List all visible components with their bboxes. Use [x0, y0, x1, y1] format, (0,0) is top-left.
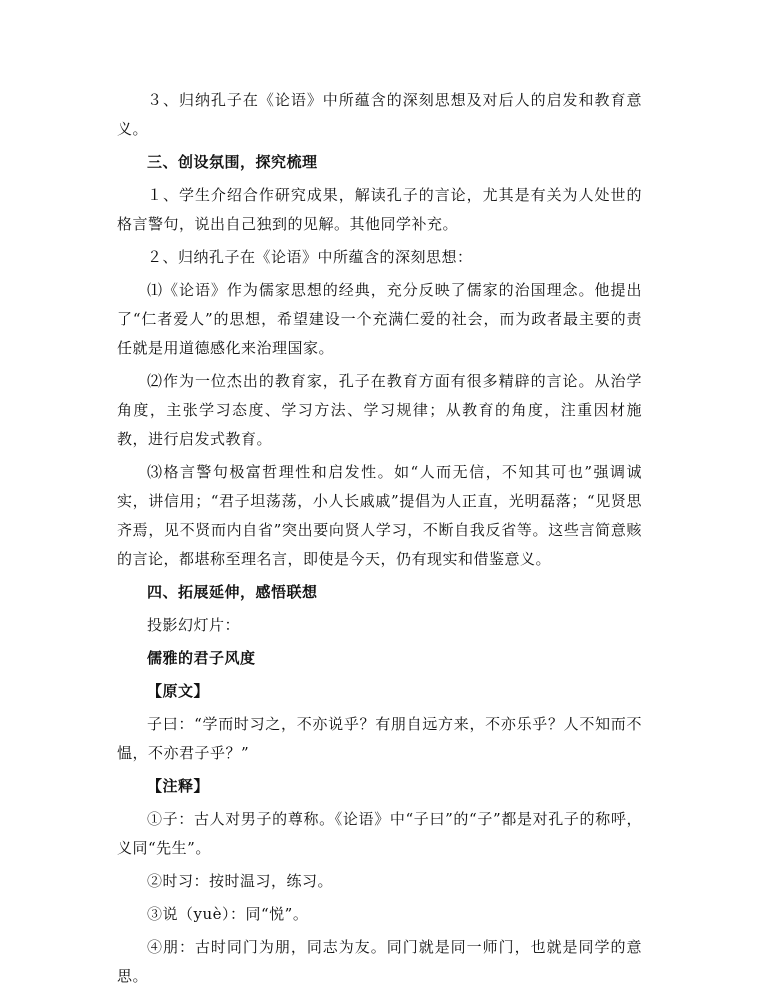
slide-title: 儒雅的君子风度 — [147, 649, 256, 667]
paragraph-point-1: ⑴《论语》作为儒家思想的经典，充分反映了儒家的治国理念。他提出了“仁者爱人”的思想，希望建设一个充满仁爱的社会，而为政者最主要的责任就是用道德感化来治理国家。 — [117, 281, 642, 357]
note-4: ④朋：古时同门为朋，同志为友。同门就是同一师门，也就是同学的意思。 — [117, 938, 642, 985]
paragraph-slides-intro: 投影幻灯片： — [147, 616, 241, 634]
paragraph-point-2: ⑵作为一位杰出的教育家，孔子在教育方面有很多精辟的言论。从治学角度，主张学习态度、学习方法、学习规律；从教育的角度，注重因材施教，进行启发式教育。 — [117, 372, 642, 448]
original-text-heading: 【原文】 — [147, 682, 210, 700]
paragraph-step-1: １、学生介绍合作研究成果，解读孔子的言论，尤其是有关为人处世的格言警句，说出自己独到的见解。其他同学补充。 — [117, 186, 642, 233]
document-page — [117, 86, 642, 995]
note-1: ①子：古人对男子的尊称。《论语》中“子曰”的“子”都是对孔子的称呼，义同“先生”。 — [117, 810, 642, 857]
original-text-quote: 子曰：“学而时习之，不亦说乎？有朋自远方来，不亦乐乎？人不知而不愠，不亦君子乎？” — [117, 715, 642, 762]
paragraph-step-2: ２、归纳孔子在《论语》中所蕴含的深刻思想： — [147, 248, 473, 266]
paragraph-objective-3: ３、归纳孔子在《论语》中所蕴含的深刻思想及对后人的启发和教育意义。 — [117, 91, 642, 138]
section-heading-4: 四、拓展延伸，感悟联想 — [147, 583, 318, 601]
section-heading-3: 三、创设氛围，探究梳理 — [147, 153, 318, 171]
notes-heading: 【注释】 — [147, 777, 210, 795]
note-3: ③说（yuè）：同“悦”。 — [147, 905, 309, 923]
note-2: ②时习：按时温习，练习。 — [147, 872, 334, 890]
paragraph-point-3: ⑶格言警句极富哲理性和启发性。如“人而无信，不知其可也”强调诚实，讲信用；“君子坦荡荡，小人长戚戚”提倡为人正直，光明磊落；“见贤思齐焉，见不贤而内自省”突出要向贤人学习，不断自我反省等。这些言简意赅的言论，都堪称至理名言，即使是今天，仍有现实和借鉴意义。 — [117, 463, 642, 568]
